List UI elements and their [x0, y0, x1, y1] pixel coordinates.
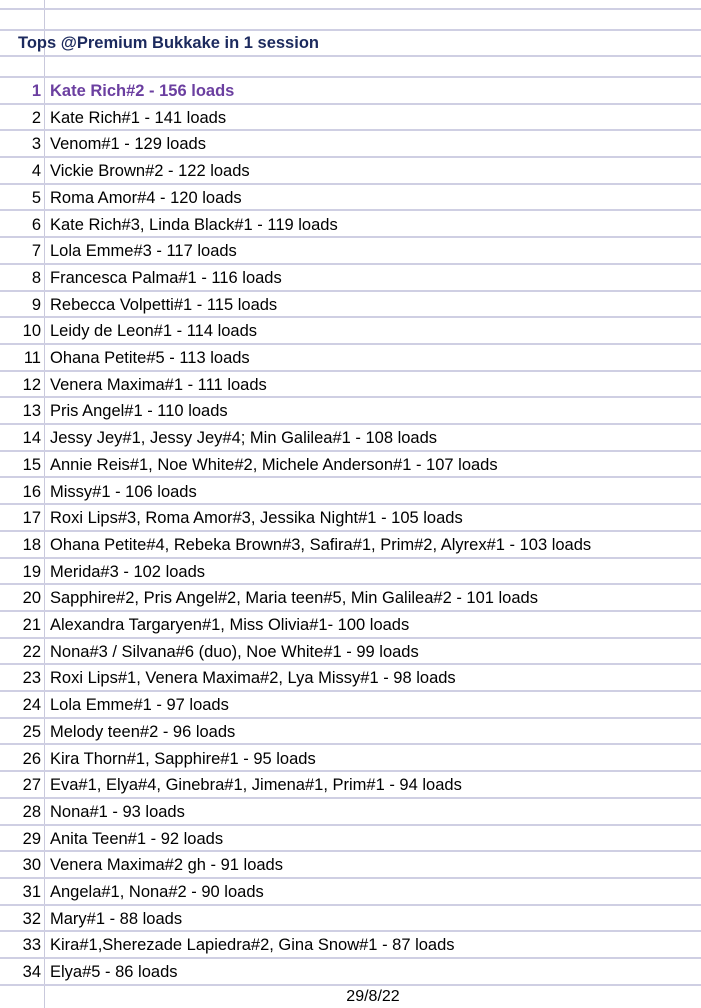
table-row[interactable]	[0, 585, 701, 612]
rank-number: 1	[31, 82, 41, 100]
rank-number: 7	[31, 242, 41, 261]
rank-entry: Elya#5 - 86 loads	[50, 963, 178, 982]
table-row[interactable]	[0, 746, 701, 773]
table-row[interactable]	[0, 105, 701, 132]
rank-number: 3	[31, 135, 41, 154]
rank-number: 2	[31, 108, 41, 127]
table-row[interactable]	[0, 719, 701, 746]
title-row[interactable]	[0, 31, 701, 57]
rank-number: 34	[22, 963, 41, 982]
table-row[interactable]	[0, 799, 701, 826]
rank-number: 32	[22, 909, 41, 928]
rank-entry: Nona#3 / Silvana#6 (duo), Noe White#1 - 99 loads	[50, 642, 419, 661]
table-row[interactable]	[0, 425, 701, 452]
rank-entry: Angela#1, Nona#2 - 90 loads	[50, 883, 264, 901]
rank-number: 33	[22, 936, 41, 955]
rank-number: 20	[22, 589, 41, 608]
rank-entry: Eva#1, Elya#4, Ginebra#1, Jimena#1, Prim#1 - 94 loads	[50, 776, 462, 795]
rank-number: 30	[22, 856, 41, 875]
rank-entry: Kate Rich#3, Linda Black#1 - 119 loads	[50, 215, 338, 234]
rank-entry: Kira#1,Sherezade Lapiedra#2, Gina Snow#1 - 87 loads	[50, 936, 455, 955]
empty-row[interactable]	[0, 10, 701, 31]
rank-entry: Leidy de Leon#1 - 114 loads	[50, 322, 258, 341]
table-row[interactable]	[0, 78, 701, 105]
table-row[interactable]	[0, 906, 701, 933]
table-row[interactable]	[0, 505, 701, 532]
table-row[interactable]	[0, 318, 701, 345]
rank-entry: Kate Rich#2 - 156 loads	[50, 82, 235, 100]
rank-entry: Alexandra Targaryen#1, Miss Olivia#1- 100 loads	[50, 616, 410, 634]
rank-entry: Francesca Palma#1 - 116 loads	[50, 268, 282, 287]
rank-entry: Mary#1 - 88 loads	[50, 909, 183, 928]
table-row[interactable]	[0, 692, 701, 719]
rank-entry: Vickie Brown#2 - 122 loads	[50, 162, 250, 181]
table-row[interactable]	[0, 131, 701, 158]
empty-row[interactable]	[0, 0, 701, 10]
table-row[interactable]	[0, 932, 701, 959]
rank-number: 31	[22, 883, 41, 901]
rank-entry: Lola Emme#3 - 117 loads	[50, 242, 237, 261]
rank-number: 28	[22, 802, 41, 821]
table-row[interactable]	[0, 612, 701, 639]
table-row[interactable]	[0, 185, 701, 212]
rank-entry: Merida#3 - 102 loads	[50, 562, 206, 581]
table-row[interactable]	[0, 292, 701, 319]
table-row[interactable]	[0, 345, 701, 372]
rank-number: 22	[22, 642, 41, 661]
table-row[interactable]	[0, 212, 701, 239]
table-row[interactable]	[0, 265, 701, 292]
rank-entry: Annie Reis#1, Noe White#2, Michele Anderson#1 - 107 loads	[50, 455, 498, 474]
rank-number: 11	[23, 349, 41, 367]
rank-number: 27	[22, 776, 41, 795]
rank-entry: Nona#1 - 93 loads	[50, 802, 185, 821]
rank-entry: Missy#1 - 106 loads	[50, 482, 197, 501]
rank-number: 19	[22, 562, 41, 581]
sheet-title: Tops @Premium Bukkake in 1 session	[18, 34, 319, 52]
rank-number: 14	[22, 429, 41, 448]
table-row[interactable]	[0, 398, 701, 425]
rank-number: 13	[22, 402, 41, 421]
rank-number: 17	[22, 509, 41, 528]
table-row[interactable]	[0, 852, 701, 879]
rank-entry: Jessy Jey#1, Jessy Jey#4; Min Galilea#1 - 108 loads	[50, 429, 438, 448]
table-row[interactable]	[0, 879, 701, 906]
table-row[interactable]	[0, 532, 701, 559]
rank-number: 26	[22, 749, 41, 768]
table-row[interactable]	[0, 639, 701, 666]
date-cell: 29/8/22	[346, 988, 400, 1005]
rank-entry: Roxi Lips#1, Venera Maxima#2, Lya Missy#1 - 98 loads	[50, 669, 456, 688]
table-row[interactable]	[0, 665, 701, 692]
rank-number: 4	[31, 162, 41, 181]
rank-entry: Roma Amor#4 - 120 loads	[50, 188, 242, 207]
rank-number: 23	[22, 669, 41, 688]
rank-entry: Ohana Petite#5 - 113 loads	[50, 349, 250, 367]
table-row[interactable]	[0, 479, 701, 506]
rank-entry: Kira Thorn#1, Sapphire#1 - 95 loads	[50, 749, 316, 768]
table-row[interactable]	[0, 826, 701, 853]
rank-entry: Roxi Lips#3, Roma Amor#3, Jessika Night#1 - 105 loads	[50, 509, 463, 528]
rank-number: 29	[22, 829, 41, 848]
rank-entry: Melody teen#2 - 96 loads	[50, 722, 236, 741]
rank-entry: Ohana Petite#4, Rebeka Brown#3, Safira#1, Prim#2, Alyrex#1 - 103 loads	[50, 535, 592, 554]
rank-entry: Sapphire#2, Pris Angel#2, Maria teen#5, Min Galilea#2 - 101 loads	[50, 589, 538, 608]
rank-number: 12	[22, 375, 41, 394]
rank-entry: Anita Teen#1 - 92 loads	[50, 829, 224, 848]
rank-number: 15	[22, 455, 41, 474]
rank-number: 6	[31, 215, 41, 234]
rank-entry: Venera Maxima#1 - 111 loads	[50, 375, 267, 394]
rank-number: 5	[31, 188, 41, 207]
table-row[interactable]	[0, 158, 701, 185]
rank-number: 8	[31, 268, 41, 287]
table-row[interactable]	[0, 559, 701, 586]
table-row[interactable]	[0, 372, 701, 399]
rank-entry: Venera Maxima#2 gh - 91 loads	[50, 856, 283, 875]
table-row[interactable]	[0, 959, 701, 986]
empty-row[interactable]	[0, 57, 701, 78]
rank-entry: Rebecca Volpetti#1 - 115 loads	[50, 295, 278, 314]
rank-entry: Pris Angel#1 - 110 loads	[50, 402, 228, 421]
rank-number: 16	[22, 482, 41, 501]
rank-number: 10	[22, 322, 41, 341]
rank-number: 25	[22, 722, 41, 741]
rank-entry: Kate Rich#1 - 141 loads	[50, 108, 227, 127]
rank-number: 18	[22, 535, 41, 554]
rank-entry: Lola Emme#1 - 97 loads	[50, 696, 229, 715]
table-row[interactable]	[0, 452, 701, 479]
rank-number: 24	[22, 696, 41, 715]
table-row[interactable]	[0, 772, 701, 799]
table-row[interactable]	[0, 238, 701, 265]
rank-entry: Venom#1 - 129 loads	[50, 135, 206, 154]
rank-number: 21	[22, 616, 41, 634]
rank-number: 9	[31, 295, 41, 314]
